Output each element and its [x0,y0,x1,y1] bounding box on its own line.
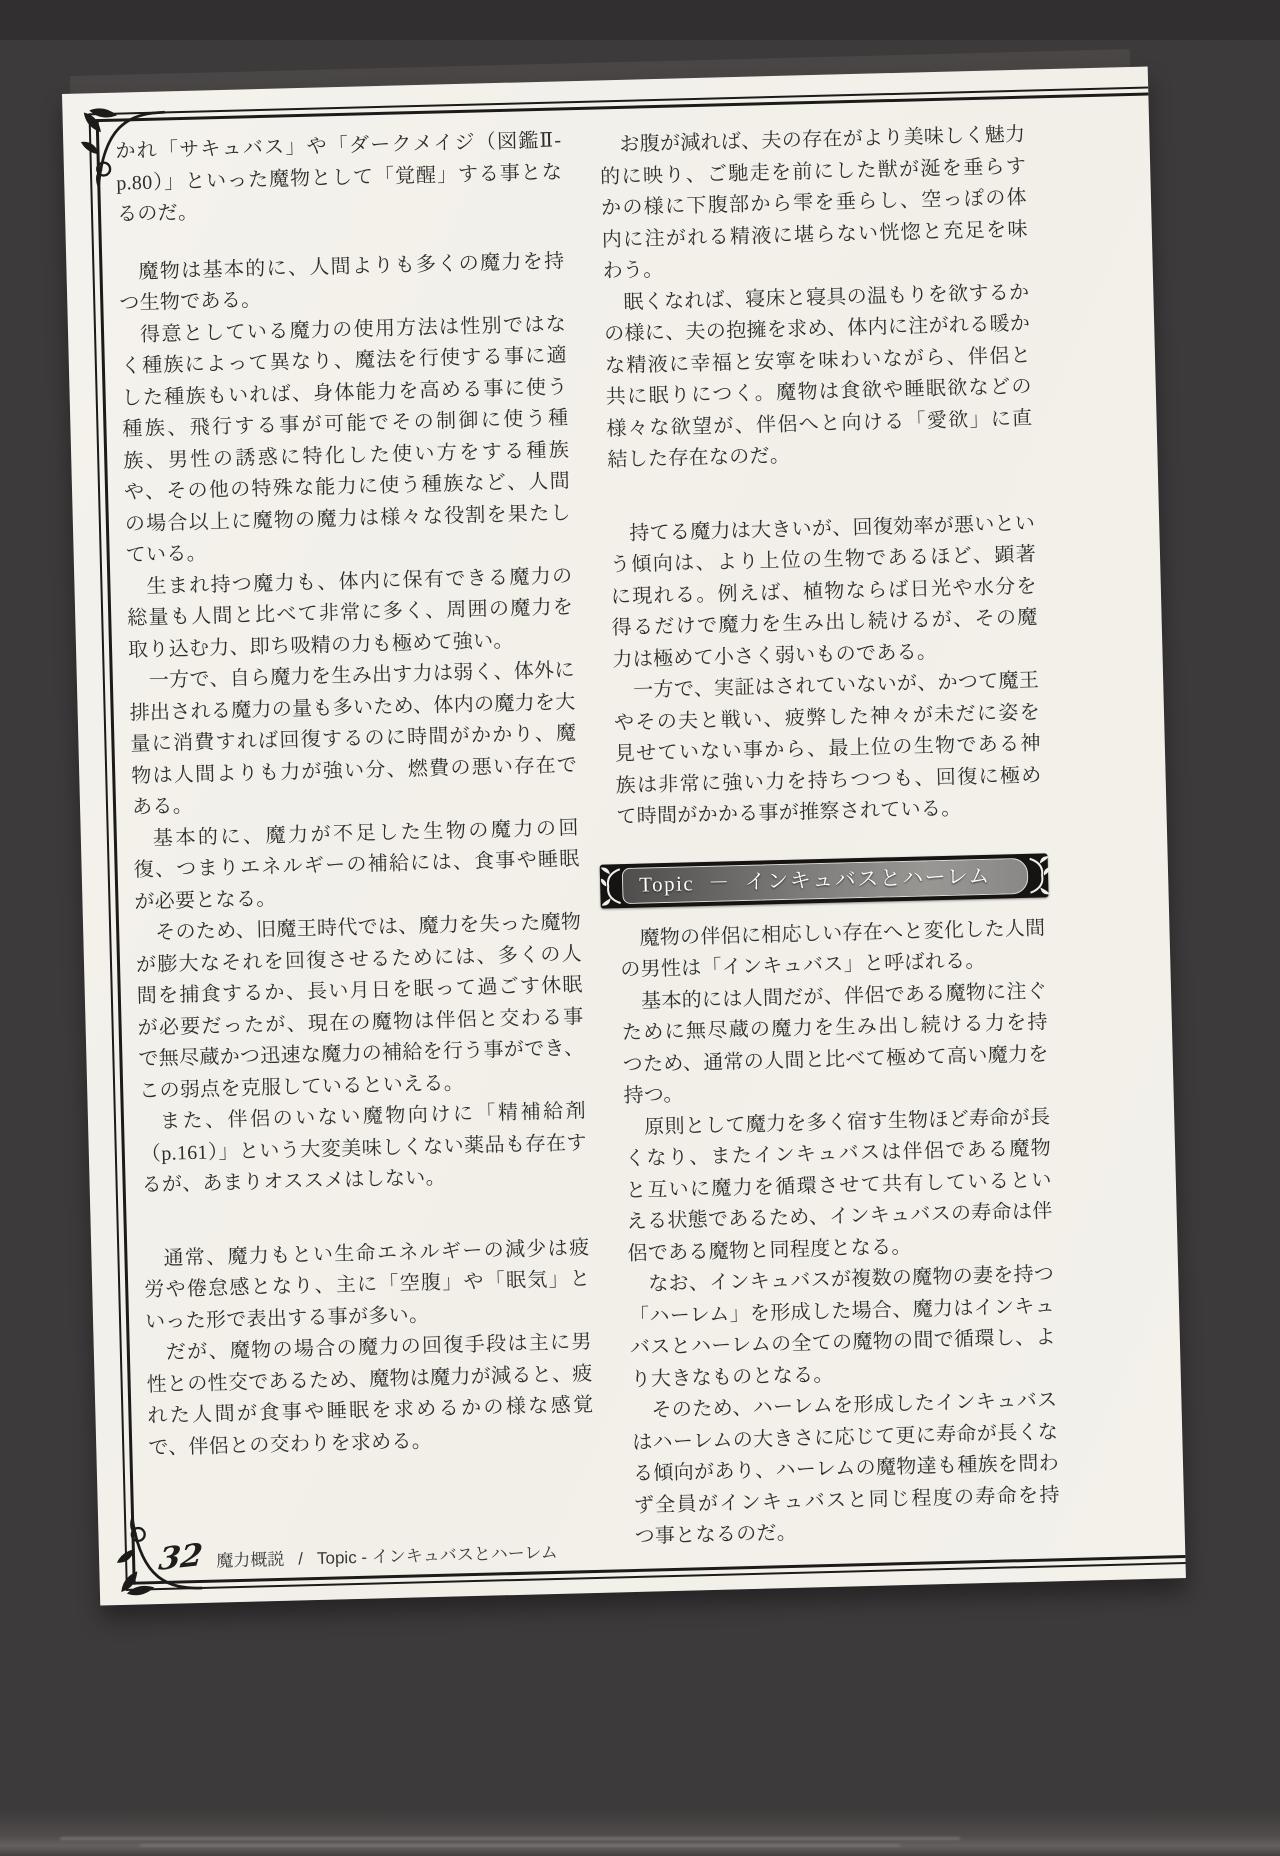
paragraph: また、伴侶のいない魔物向けに「精補給剤（p.161）」という大変美味しくない薬品も存在するが、あまりオススメはしない。 [140,1100,587,1197]
paragraph: 一方で、自ら魔力を生み出す力は弱く、体外に排出される魔力の量も多いため、体内の魔力を大量に消費すれば回復するのに時間がかかり、魔物は人間よりも力が強い分、燃費の悪い存在である。 [129,659,578,819]
paragraph: 眠くなれば、寝床と寝具の温もりを欲するかの様に、夫の抱擁を求め、体内に注がれる暖かな精液に幸福と安寧を味わいながら、伴侶と共に眠りにつく。魔物は食欲や睡眠欲などの様々な欲望が、伴侶へと向ける「愛欲」に直結した存在なのだ。 [603,281,1033,472]
page-number: 32 [157,1537,205,1578]
paragraph: お腹が減れば、夫の存在がより美味しく魅力的に映り、ご馳走を前にした獣が涎を垂らすかの様に下腹部から雫を垂らし、空っぽの体内に注がれる精液に堪らない恍惚と充足を味わう。 [599,123,1029,283]
banner-leaf-ornament-left-icon [600,866,625,907]
paragraph: 通常、魔力もとい生命エネルギーの減少は疲労や倦怠感となり、主に「空腹」や「眠気」といった形で表出する事が多い。 [144,1236,591,1333]
right-text-column [599,120,1061,1554]
topic-banner [600,853,1049,908]
paragraph: そのため、ハーレムを形成したインキュバスはハーレムの大きさに応じて更に寿命が長くなる傾向があり、ハーレムの魔物達も種族を問わず全員がインキュバスと同じ程度の寿命を持つ事となるのだ。 [632,1389,1061,1548]
paragraph: だが、魔物の場合の魔力の回復手段は主に男性との性交であるため、魔物は魔力が減ると、疲れた人間が食事や睡眠を求めるかの様な感覚で、伴侶との交わりを求める。 [146,1330,594,1459]
paragraph: なお、インキュバスが複数の魔物の妻を持つ「ハーレム」を形成した場合、魔力はインキュバスとハーレムの全ての魔物の間で循環し、より大きなものとなる。 [628,1263,1057,1391]
paragraph: 魔物の伴侶に相応しい存在へと変化した人間の男性は「インキュバス」と呼ばれる。 [620,916,1046,982]
scanner-streak [60,1837,960,1840]
paragraph: 魔物は基本的に、人間よりも多くの魔力を持つ生物である。 [119,249,565,315]
paragraph: 基本的に、魔力が不足した生物の魔力の回復、つまりエネルギーの補給には、食事や睡眠が必要となる。 [133,816,580,913]
paragraph: 一方で、実証はされていないが、かつて魔王やその夫と戦い、疲弊した神々が未だに姿を見せていない事から、最上位の生物である神族は非常に強い力を持ちつつも、回復に極めて時間がかかる事が推察されている。 [613,669,1042,829]
scanner-edge-band [0,0,1280,40]
paragraph: 基本的には人間だが、伴侶である魔物に注ぐために無尽蔵の魔力を生み出し続ける力を持つため、通常の人間と比べて極めて高い魔力を持つ。 [621,979,1049,1108]
paragraph: かれ「サキュバス」や「ダークメイジ（図鑑Ⅱ-p.80）」といった魔物として「覚醒」する事となるのだ。 [115,129,563,226]
paragraph: 持てる魔力は大きいが、回復効率が悪いという傾向は、より上位の生物であるほど、顕著に現れる。例えば、植物ならば日光や水分を得るだけで魔力を生み出し続けるが、その魔力は極めて小さく弱いものである。 [609,512,1038,671]
topic-banner-title: インキュバスとハーレム [744,863,992,894]
footer-separator: / [298,1549,304,1569]
paragraph: 得意としている魔力の使用方法は性別ではなく種族によって異なり、魔法を行使する事に適した種族もいれば、身体能力を高める事に使う種族、飛行する事が可能でその制御に使う種族、男性の誘惑に特化した使い方をする種族や、その他の特殊な能力に使う種族など、人間の場合以上に魔物の魔力は様々な役割を果たしている。 [120,312,572,567]
scanned-page [62,67,1186,1606]
topic-banner-dash: － [707,870,731,895]
banner-leaf-ornament-right-icon [1026,855,1051,896]
paragraph: 原則として魔力を多く宿す生物ほど寿命が長くなり、またインキュバスは伴侶である魔物と互いに魔力を循環させて共有しているといえる状態であるため、インキュバスの寿命は伴侶である魔物と同程度となる。 [624,1105,1053,1265]
topic-banner-plate [622,857,1029,903]
topic-banner-label: Topic [638,871,695,897]
footer-section-title: 魔力概説 [216,1549,285,1571]
scanner-light-leak [0,1810,1280,1856]
paragraph: 生まれ持つ魔力も、体内に保有できる魔力の総量も人間と比べて非常に多く、周囲の魔力を取り込む力、即ち吸精の力も極めて強い。 [127,564,574,662]
footer-topic-reference: Topic - インキュバスとハーレム [316,1542,558,1569]
scanner-streak [140,1844,900,1847]
paragraph: そのため、旧魔王時代では、魔力を失った魔物が膨大なそれを回復させるためには、多くの人間を捕食するか、長い月日を眠って過ごす休眠が必要だったが、現在の魔物は伴侶と交わる事で無尽蔵かつ迅速な魔力の補給を行う事ができ、この弱点を克服しているといえる。 [135,911,585,1102]
left-text-column [115,125,594,1464]
